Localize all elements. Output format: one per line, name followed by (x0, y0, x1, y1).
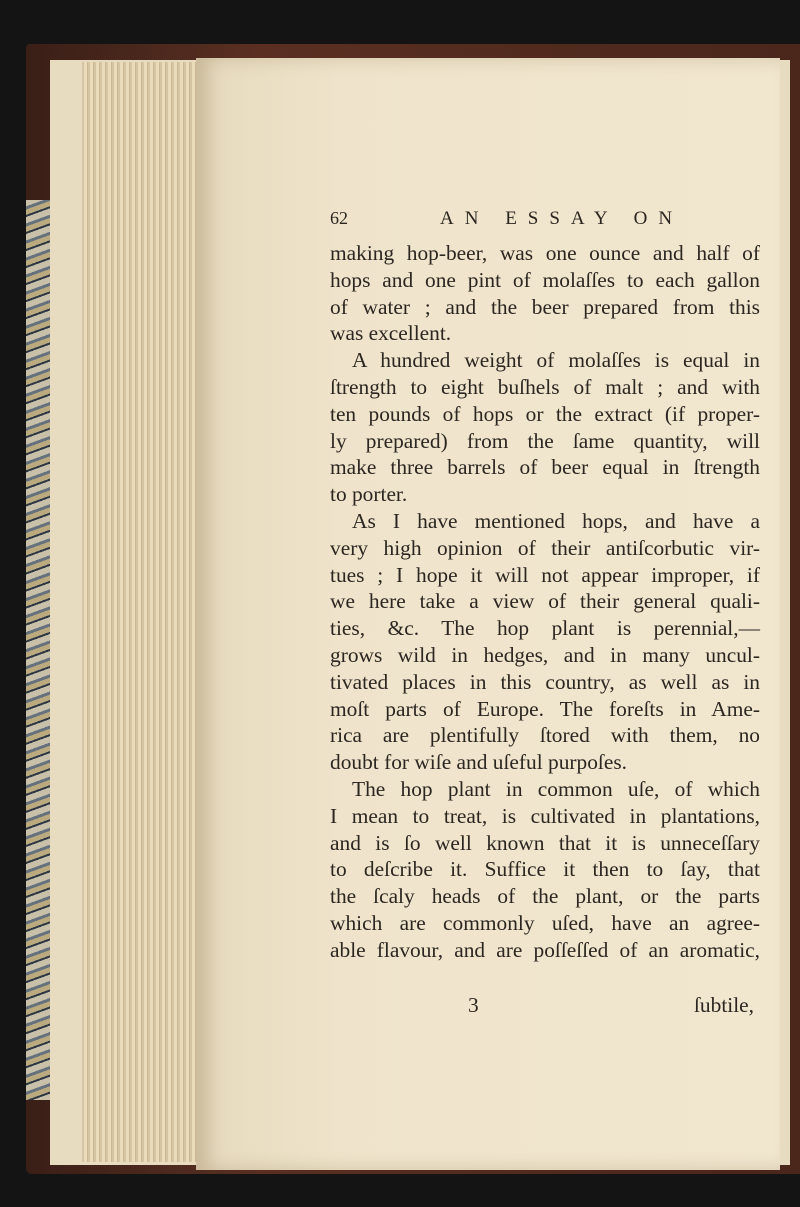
text-line: able flavour, and are poſſeſſed of an aromatic, (330, 937, 760, 962)
text-line: of water ; and the beer prepared from this (330, 294, 760, 319)
catchline (330, 993, 760, 1021)
text-line: The hop plant in common uſe, of which (352, 776, 760, 801)
text-line: to porter. (330, 482, 408, 507)
text-line: hops and one pint of molaſſes to each gallon (330, 267, 760, 292)
text-line: and is ſo well known that it is unneceſſary (330, 830, 760, 855)
text-line: grows wild in hedges, and in many uncul- (330, 642, 760, 667)
text-line: ly prepared) from the ſame quantity, will (330, 428, 760, 453)
text-line: which are commonly uſed, have an agree- (330, 910, 760, 935)
signature-mark: 3 (468, 993, 479, 1017)
text-line: make three barrels of beer equal in ſtrength (330, 455, 760, 480)
catchword: ſubtile, (693, 993, 754, 1017)
page-number: 62 (330, 208, 348, 228)
text-line: very high opinion of their antiſcorbutic vir- (330, 535, 760, 560)
text-line: As I have mentioned hops, and have a (352, 508, 760, 533)
text-line: tues ; I hope it will not appear improper, if (330, 562, 760, 587)
text-line: I mean to treat, is cultivated in plantations, (330, 803, 760, 828)
running-head (330, 208, 760, 236)
body-text (330, 240, 760, 964)
text-line: we here take a view of their general quali- (330, 589, 760, 614)
text-line: rica are plentifully ſtored with them, no (330, 723, 760, 748)
text-line: making hop-beer, was one ounce and half of (330, 241, 760, 265)
text-line: ten pounds of hops or the extract (if proper- (330, 401, 760, 426)
text-line: the ſcaly heads of the plant, or the parts (330, 884, 760, 909)
page-edges (82, 62, 202, 1162)
text-line: moſt parts of Europe. The foreſts in Ame- (330, 696, 760, 721)
text-line: was excellent. (330, 321, 452, 346)
text-line: ſtrength to eight buſhels of malt ; and with (330, 374, 760, 399)
running-head-title: AN ESSAY ON (440, 208, 684, 229)
text-line: doubt for wiſe and uſeful purpoſes. (330, 750, 628, 775)
text-line: A hundred weight of molaſſes is equal in (352, 348, 760, 373)
text-line: tivated places in this country, as well as in (330, 669, 760, 694)
text-line: to deſcribe it. Suffice it then to ſay, that (330, 857, 760, 882)
text-line: ties, &c. The hop plant is perennial,— (330, 616, 760, 641)
